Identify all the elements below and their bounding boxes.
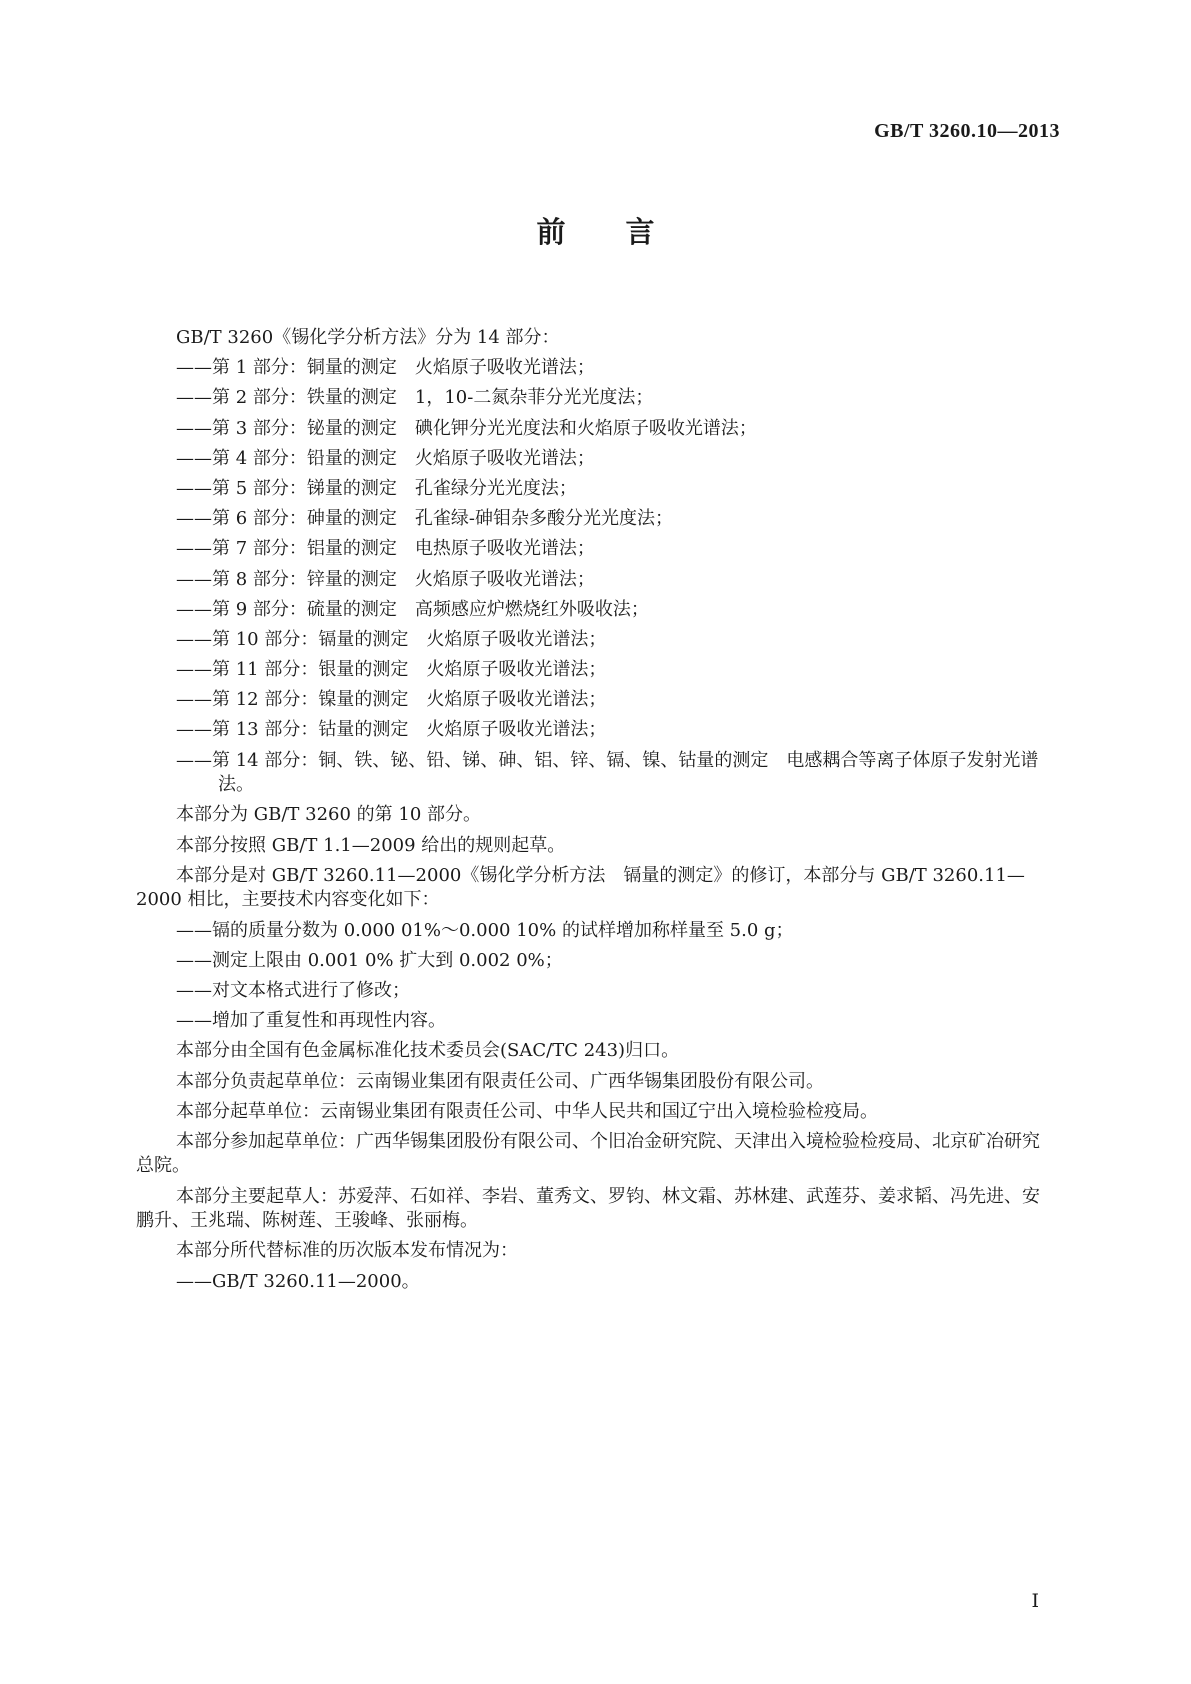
page-number: I	[1031, 1590, 1039, 1612]
part-item: ——第 4 部分：铅量的测定 火焰原子吸收光谱法；	[176, 447, 595, 469]
foreword-body	[136, 326, 1056, 1300]
part-item: ——第 5 部分：锑量的测定 孔雀绿分光光度法；	[176, 477, 577, 499]
committee-line: 本部分由全国有色金属标准化技术委员会(SAC/TC 243)归口。	[176, 1040, 680, 1062]
revision-intro: 本部分是对 GB/T 3260.11—2000《锡化学分析方法 镉量的测定》的修订，本部分与 GB/T 3260.11—2000 相比，主要技术内容变化如下：	[136, 864, 1025, 911]
history-intro: 本部分所代替标准的历次版本发布情况为：	[176, 1240, 518, 1262]
part-item: ——第 8 部分：锌量的测定 火焰原子吸收光谱法；	[176, 568, 595, 590]
participating-units: 本部分参加起草单位：广西华锡集团股份有限公司、个旧冶金研究院、天津出入境检验检疫局、北京矿冶研究总院。	[136, 1130, 1040, 1177]
page-title: 前言	[536, 215, 715, 249]
history-item: ——GB/T 3260.11—2000。	[176, 1270, 420, 1292]
part-item: ——第 2 部分：铁量的测定 1，10-二氮杂菲分光光度法；	[176, 387, 654, 409]
drafters: 本部分主要起草人：苏爱萍、石如祥、李岩、董秀文、罗钧、林文霜、苏林建、武莲芬、姜求韬、冯先进、安鹏升、王兆瑞、陈树莲、王骏峰、张丽梅。	[136, 1185, 1040, 1232]
part-item: ——第 14 部分：铜、铁、铋、铅、锑、砷、铝、锌、镉、镍、钴量的测定 电感耦合等离子体原子发射光谱法。	[176, 749, 1039, 796]
part-item: ——第 9 部分：硫量的测定 高频感应炉燃烧红外吸收法；	[176, 598, 649, 620]
statement-rules: 本部分按照 GB/T 1.1—2009 给出的规则起草。	[176, 834, 566, 856]
drafting-units: 本部分起草单位：云南锡业集团有限责任公司、中华人民共和国辽宁出入境检验检疫局。	[176, 1100, 878, 1122]
part-item: ——第 10 部分：镉量的测定 火焰原子吸收光谱法；	[176, 628, 607, 650]
statement-part: 本部分为 GB/T 3260 的第 10 部分。	[176, 804, 481, 826]
change-item: ——对文本格式进行了修改；	[176, 979, 410, 1001]
change-item: ——镉的质量分数为 0.000 01%～0.000 10% 的试样增加称样量至 5.0 g；	[176, 919, 794, 941]
part-item: ——第 1 部分：铜量的测定 火焰原子吸收光谱法；	[176, 357, 595, 379]
change-item: ——测定上限由 0.001 0% 扩大到 0.002 0%；	[176, 949, 563, 971]
part-item: ——第 3 部分：铋量的测定 碘化钾分光光度法和火焰原子吸收光谱法；	[176, 417, 757, 439]
part-item: ——第 12 部分：镍量的测定 火焰原子吸收光谱法；	[176, 689, 607, 711]
part-item: ——第 13 部分：钴量的测定 火焰原子吸收光谱法；	[176, 719, 607, 741]
intro-line: GB/T 3260《锡化学分析方法》分为 14 部分：	[176, 327, 560, 348]
responsible-units: 本部分负责起草单位：云南锡业集团有限责任公司、广西华锡集团股份有限公司。	[176, 1070, 824, 1092]
part-item: ——第 7 部分：铝量的测定 电热原子吸收光谱法；	[176, 538, 595, 560]
part-item: ——第 11 部分：银量的测定 火焰原子吸收光谱法；	[176, 659, 607, 681]
standard-code: GB/T 3260.10—2013	[874, 120, 1060, 142]
part-item: ——第 6 部分：砷量的测定 孔雀绿-砷钼杂多酸分光光度法；	[176, 508, 673, 530]
change-item: ——增加了重复性和再现性内容。	[176, 1010, 446, 1032]
